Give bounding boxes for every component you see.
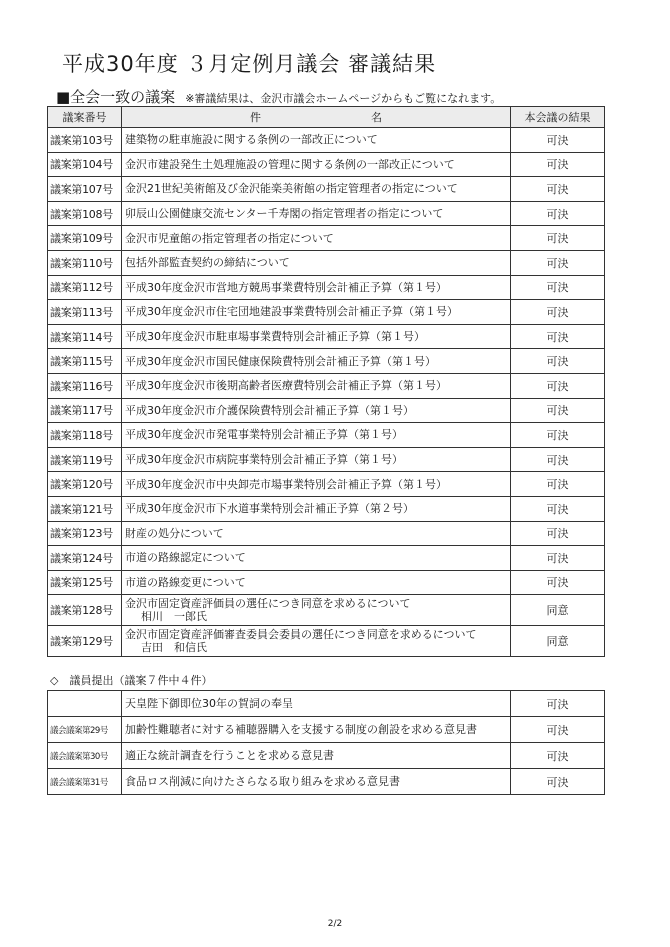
bill-subject: 財産の処分について	[125, 526, 224, 540]
bill-number: 議案第114号	[48, 324, 122, 349]
bill-number: 議案第108号	[48, 201, 122, 226]
bill-number: 議案第120号	[48, 472, 122, 497]
bill-subject-cell	[122, 300, 511, 325]
section-note: ※審議結果は、金沢市議会ホームページからもご覧になれます。	[185, 92, 502, 105]
bill-subject: 平成30年度金沢市発電事業特別会計補正予算（第１号）	[125, 428, 403, 442]
bill-subject-cell	[122, 250, 511, 275]
bill-subject: 金沢21世紀美術館及び金沢能楽美術館の指定管理者の指定について	[125, 182, 458, 196]
bill-subject: 金沢市固定資産評価員の選任につき同意を求めるについて	[125, 597, 411, 611]
members-heading: ◇ 議員提出（議案７件中４件）	[50, 674, 213, 687]
bill-result: 可決	[511, 177, 605, 202]
bill-subject: 市道の路線認定について	[125, 551, 246, 565]
bill-subject-cell	[122, 349, 511, 374]
bill-result: 可決	[511, 226, 605, 251]
table-row	[48, 521, 605, 546]
table-row	[48, 595, 605, 626]
table-row	[48, 691, 605, 717]
bill-subject-cell	[122, 496, 511, 521]
table-row	[48, 226, 605, 251]
member-bill-subject: 加齢性難聴者に対する補聴器購入を支援する制度の創設を求める意見書	[122, 717, 511, 743]
bill-result: 可決	[511, 201, 605, 226]
bill-number: 議案第124号	[48, 546, 122, 571]
bill-number: 議案第110号	[48, 250, 122, 275]
member-bill-number: 議会議案第30号	[48, 743, 122, 769]
table-row	[48, 128, 605, 153]
bill-result: 可決	[511, 275, 605, 300]
bill-subject: 卯辰山公園健康交流センター千寿閣の指定管理者の指定について	[125, 207, 444, 221]
table-row	[48, 496, 605, 521]
bill-result: 可決	[511, 300, 605, 325]
bill-subject-cell	[122, 626, 511, 657]
bill-number: 議案第129号	[48, 626, 122, 657]
member-bill-result: 可決	[511, 769, 605, 795]
bill-subject: 平成30年度金沢市駐車場事業費特別会計補正予算（第１号）	[125, 330, 425, 344]
bill-result: 可決	[511, 423, 605, 448]
bill-number: 議案第103号	[48, 128, 122, 153]
bill-number: 議案第109号	[48, 226, 122, 251]
bill-result: 可決	[511, 447, 605, 472]
bill-subject: 平成30年度金沢市後期高齢者医療費特別会計補正予算（第１号）	[125, 379, 447, 393]
bill-subject-cell	[122, 423, 511, 448]
bill-subject-cell	[122, 275, 511, 300]
table-row	[48, 177, 605, 202]
bill-subject-cell	[122, 152, 511, 177]
member-bill-result: 可決	[511, 717, 605, 743]
bill-subject: 平成30年度金沢市国民健康保険費特別会計補正予算（第１号）	[125, 354, 436, 368]
bill-result: 可決	[511, 570, 605, 595]
bill-result: 可決	[511, 250, 605, 275]
bill-number: 議案第125号	[48, 570, 122, 595]
bill-subject-cell	[122, 201, 511, 226]
bill-number: 議案第107号	[48, 177, 122, 202]
page-title: 平成30年度 ３月定例月議会 審議結果	[62, 52, 437, 76]
bill-subject: 平成30年度金沢市住宅団地建設事業費特別会計補正予算（第１号）	[125, 305, 458, 319]
bill-number: 議案第113号	[48, 300, 122, 325]
bill-number: 議案第119号	[48, 447, 122, 472]
header-result: 本会議の結果	[511, 107, 605, 128]
table-row	[48, 324, 605, 349]
table-row	[48, 717, 605, 743]
table-row	[48, 373, 605, 398]
header-bill-number: 議案番号	[48, 107, 122, 128]
bill-subject-cell	[122, 177, 511, 202]
table-row	[48, 546, 605, 571]
bill-subject-cell	[122, 546, 511, 571]
member-bill-subject: 適正な統計調査を行うことを求める意見書	[122, 743, 511, 769]
nominee-name: 吉田 和信氏	[141, 641, 207, 655]
table-row	[48, 201, 605, 226]
bill-result: 可決	[511, 521, 605, 546]
bill-result: 可決	[511, 398, 605, 423]
member-bill-number: 議会議案第31号	[48, 769, 122, 795]
nominee-name: 相川 一郎氏	[141, 610, 207, 624]
table-row	[48, 250, 605, 275]
bill-subject-cell	[122, 521, 511, 546]
bill-subject: 平成30年度金沢市下水道事業特別会計補正予算（第２号）	[125, 502, 414, 516]
bill-result: 同意	[511, 626, 605, 657]
bill-subject-cell	[122, 128, 511, 153]
bill-subject: 平成30年度金沢市介護保険費特別会計補正予算（第１号）	[125, 403, 414, 417]
bill-result: 可決	[511, 496, 605, 521]
table-row	[48, 472, 605, 497]
member-bill-number: 議会議案第29号	[48, 717, 122, 743]
bill-subject: 平成30年度金沢市営地方競馬事業費特別会計補正予算（第１号）	[125, 280, 447, 294]
bill-number: 議案第128号	[48, 595, 122, 626]
section-heading: ■全会一致の議案	[56, 88, 176, 106]
bill-number: 議案第115号	[48, 349, 122, 374]
bill-result: 可決	[511, 373, 605, 398]
table-row	[48, 743, 605, 769]
bill-subject: 平成30年度金沢市病院事業特別会計補正予算（第１号）	[125, 453, 403, 467]
bill-subject: 金沢市建設発生土処理施設の管理に関する条例の一部改正について	[125, 157, 455, 171]
bill-subject-cell	[122, 324, 511, 349]
bill-subject: 建築物の駐車施設に関する条例の一部改正について	[125, 133, 378, 147]
bill-subject-cell	[122, 398, 511, 423]
table-row	[48, 275, 605, 300]
bill-result: 可決	[511, 324, 605, 349]
bill-result: 可決	[511, 152, 605, 177]
bill-subject-cell	[122, 570, 511, 595]
bill-number: 議案第116号	[48, 373, 122, 398]
table-row	[48, 769, 605, 795]
table-row	[48, 447, 605, 472]
bill-result: 可決	[511, 546, 605, 571]
bill-subject: 平成30年度金沢市中央卸売市場事業特別会計補正予算（第１号）	[125, 477, 447, 491]
section-heading-row	[56, 86, 501, 107]
bill-subject-cell	[122, 472, 511, 497]
bill-subject: 市道の路線変更について	[125, 575, 246, 589]
member-bill-result: 可決	[511, 691, 605, 717]
bill-result: 可決	[511, 128, 605, 153]
bill-number: 議案第117号	[48, 398, 122, 423]
bill-result: 可決	[511, 472, 605, 497]
bill-number: 議案第121号	[48, 496, 122, 521]
bill-number: 議案第104号	[48, 152, 122, 177]
table-row	[48, 300, 605, 325]
bill-number: 議案第112号	[48, 275, 122, 300]
table-row	[48, 152, 605, 177]
bills-table	[47, 106, 605, 657]
member-bill-number	[48, 691, 122, 717]
bill-result: 同意	[511, 595, 605, 626]
member-bills-table	[47, 690, 605, 795]
member-bill-result: 可決	[511, 743, 605, 769]
bill-subject: 金沢市児童館の指定管理者の指定について	[125, 231, 334, 245]
bill-subject-cell	[122, 447, 511, 472]
bill-subject: 金沢市固定資産評価審査委員会委員の選任につき同意を求めるについて	[125, 628, 477, 642]
bill-subject: 包括外部監査契約の締結について	[125, 256, 290, 270]
table-row	[48, 626, 605, 657]
bill-subject-cell	[122, 226, 511, 251]
bill-result: 可決	[511, 349, 605, 374]
bill-number: 議案第118号	[48, 423, 122, 448]
bill-number: 議案第123号	[48, 521, 122, 546]
member-bill-subject: 食品ロス削減に向けたさらなる取り組みを求める意見書	[122, 769, 511, 795]
member-bill-subject: 天皇陛下御即位30年の賀詞の奉呈	[122, 691, 511, 717]
header-subject: 件 名	[122, 107, 511, 128]
bill-subject-cell	[122, 595, 511, 626]
page-number: 2/2	[327, 919, 343, 929]
table-row	[48, 423, 605, 448]
table-row	[48, 570, 605, 595]
table-header-row	[48, 107, 605, 128]
table-row	[48, 398, 605, 423]
bill-subject-cell	[122, 373, 511, 398]
table-row	[48, 349, 605, 374]
